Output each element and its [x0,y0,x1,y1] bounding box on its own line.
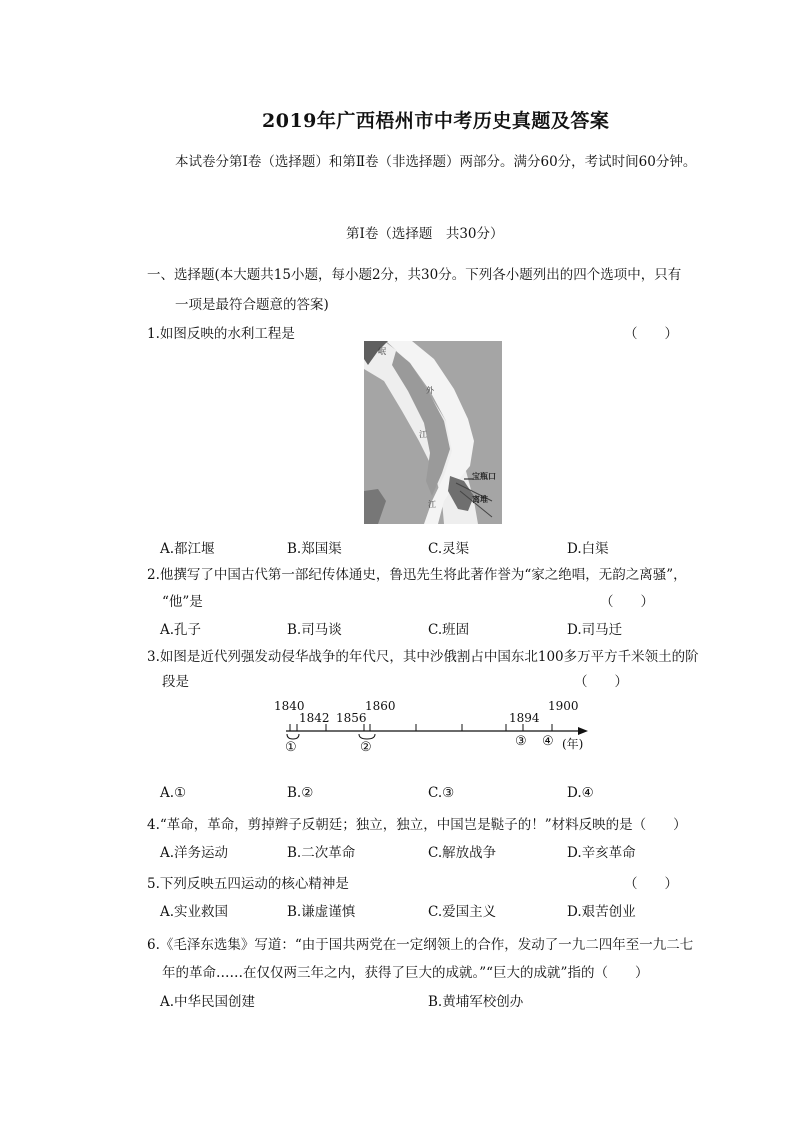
question-5-answer-bracket: （ ） [624,876,678,892]
q3-option-b: B.② [287,785,314,801]
question-1-text: 1.如图反映的水利工程是 [147,326,295,342]
q5-option-b: B.谦虚谨慎 [287,904,356,920]
timeline-marker-1: ① [285,740,297,755]
q2-option-a: A.孔子 [160,622,202,638]
q4-option-c: C.解放战争 [428,845,497,861]
document-title: 2019年广西梧州市中考历史真题及答案 [262,110,610,132]
q1-option-b: B.郑国渠 [287,541,342,557]
map-label-jiang-1: 江 [419,430,427,439]
q4-option-d: D.辛亥革命 [567,845,636,861]
q3-option-a: A.① [160,785,187,801]
q5-option-a: A.实业救国 [160,904,229,920]
timeline-unit-label: (年) [562,737,584,751]
q2-option-d: D.司马迁 [567,622,623,638]
question-6-text-line2: 年的革命……在仅仅两三年之内，获得了巨大的成就。”“巨大的成就”指的（ ） [162,965,649,981]
question-2-answer-bracket: （ ） [600,594,654,610]
part-instruction-line1: 一、选择题(本大题共15小题，每小题2分，共30分。下列各小题列出的四个选项中，只有 [147,267,682,283]
question-2-text-line1: 2.他撰写了中国古代第一部纪传体通史，鲁迅先生将此著作誉为“家之绝唱，无韵之离骚”， [147,567,687,583]
map-label-baopingkou: 宝瓶口 [472,471,496,481]
question-3-answer-bracket: （ ） [574,674,628,690]
war-timeline-figure [272,695,602,760]
question-4-text: 4.“革命，革命，剪掉辫子反朝廷；独立，独立，中国岂是鞑子的！”材料反映的是（ ） [147,817,687,833]
q2-option-c: C.班固 [428,622,470,638]
timeline-year-1840: 1840 [274,699,305,713]
map-label-wai: 外 [426,386,434,395]
map-label-lidui: 离堆 [472,494,488,504]
question-6-text-line1: 6.《毛泽东选集》写道：“由于国共两党在一定纲领上的合作，发动了一九二四年至一九二七 [147,937,694,953]
question-2-text-line2: “他”是 [162,594,203,610]
question-3-text-line1: 3.如图是近代列强发动侵华战争的年代尺，其中沙俄割占中国东北100多万平方千米领土的阶 [147,649,699,665]
timeline-year-1894: 1894 [509,711,540,725]
q3-option-c: C.③ [428,785,455,801]
q6-option-a: A.中华民国创建 [160,994,256,1010]
q3-option-d: D.④ [567,785,594,801]
timeline-marker-3: ③ [515,734,527,749]
timeline-year-1860: 1860 [365,699,396,713]
timeline-year-1856: 1856 [336,711,367,725]
q4-option-a: A.洋务运动 [160,845,229,861]
dujiangyan-map-figure [364,341,506,524]
question-3-text-line2: 段是 [162,674,189,690]
q5-option-d: D.艰苦创业 [567,904,636,920]
section-title: 第Ⅰ卷（选择题 共30分） [346,226,504,242]
q1-option-a: A.都江堰 [160,541,215,557]
part-instruction-line2: 一项是最符合题意的答案) [175,297,329,313]
question-1-answer-bracket: （ ） [624,326,678,342]
q6-option-b: B.黄埔军校创办 [428,994,524,1010]
question-5-text: 5.下列反映五四运动的核心精神是 [147,876,349,892]
timeline-year-1900: 1900 [548,699,579,713]
q1-option-d: D.白渠 [567,541,609,557]
q4-option-b: B.二次革命 [287,845,356,861]
q5-option-c: C.爱国主义 [428,904,497,920]
timeline-year-1842: 1842 [299,711,330,725]
q2-option-b: B.司马谈 [287,622,342,638]
map-label-min: 岷 [378,347,386,356]
timeline-marker-2: ② [360,740,372,755]
timeline-marker-4: ④ [542,734,554,749]
exam-intro: 本试卷分第Ⅰ卷（选择题）和第Ⅱ卷（非选择题）两部分。满分60分，考试时间60分钟。 [175,154,697,170]
map-label-jiang-2: 江 [428,500,436,509]
q1-option-c: C.灵渠 [428,541,470,557]
